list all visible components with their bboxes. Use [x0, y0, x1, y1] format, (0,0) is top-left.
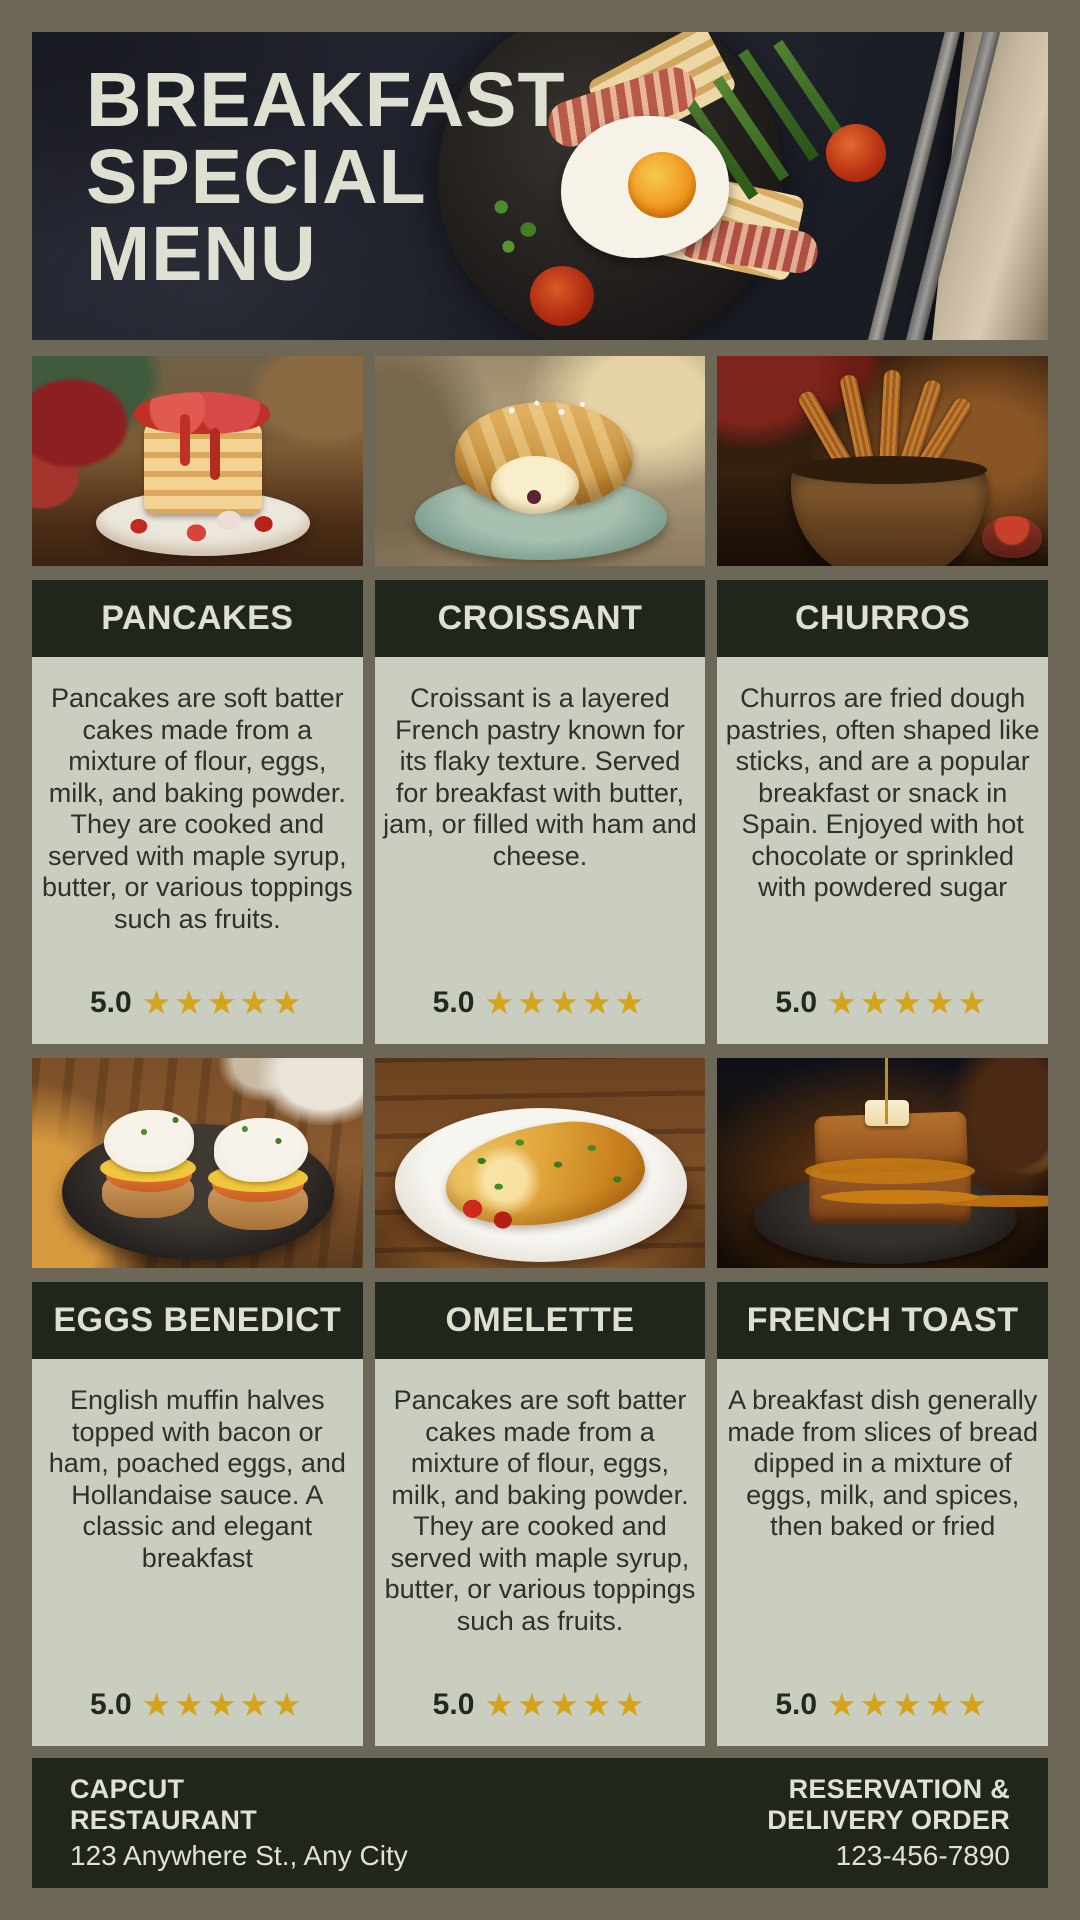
pancakes-description: Pancakes are soft batter cakes made from a mixture of flour, eggs, milk, and baking powder. They are cooked and served with maple syrup, butter, or various toppings such as fruits. [41, 683, 353, 935]
sugar-dust-shape [493, 394, 597, 424]
title-line-3: MENU [86, 211, 317, 297]
menu-card-croissant [375, 356, 706, 1044]
rating-value: 5.0 [775, 985, 818, 1019]
pancakes-photo [32, 356, 363, 566]
omelette-photo [375, 1058, 706, 1268]
berry-shape [527, 490, 541, 504]
eggs-benedict-photo [32, 1058, 363, 1268]
churros-title: CHURROS [717, 580, 1048, 657]
tomato-shape [826, 124, 886, 182]
tomato-shape [451, 1192, 523, 1232]
churros-card [717, 580, 1048, 1044]
syrup-drip-shape [180, 414, 190, 466]
croissant-photo [375, 356, 706, 566]
omelette-description: Pancakes are soft batter cakes made from a mixture of flour, eggs, milk, and baking powder. They are cooked and served with maple syrup, butter, or various toppings such as fruits. [384, 1385, 696, 1637]
rating-value: 5.0 [90, 1687, 132, 1721]
bowl-shape [791, 466, 987, 566]
star-rating: ★★★★★ [484, 983, 648, 1022]
star-rating: ★★★★★ [484, 1685, 648, 1724]
eggs-benedict-card [32, 1282, 363, 1746]
pancakes-card [32, 580, 363, 1044]
restaurant-name-line2: RESTAURANT [70, 1804, 257, 1835]
footer-bar [32, 1758, 1048, 1888]
cream-filling-shape [491, 456, 579, 514]
hero-banner [32, 32, 1048, 340]
menu-card-french-toast [717, 1058, 1048, 1746]
croissant-description: Croissant is a layered French pastry known for its flaky texture. Served for breakfast with butter, jam, or filled with ham and cheese. [383, 683, 697, 871]
menu-card-pancakes [32, 356, 363, 1044]
rating-value: 5.0 [775, 1687, 818, 1721]
french-toast-description: A breakfast dish generally made from slices of bread dipped in a mixture of eggs, milk, and spices, then baked or fried [727, 1385, 1038, 1542]
reservation-line2: DELIVERY ORDER [767, 1804, 1010, 1835]
omelette-rating [375, 1685, 706, 1746]
pancakes-rating [32, 983, 363, 1044]
pancakes-title: PANCAKES [32, 580, 363, 657]
egg-yolk-shape [628, 152, 696, 218]
french-toast-photo [717, 1058, 1048, 1268]
star-rating: ★★★★★ [141, 983, 305, 1022]
syrup-drizzle-shape [885, 1058, 888, 1124]
churros-description: Churros are fried dough pastries, often shaped like sticks, and are a popular breakfast or snack in Spain. Enjoyed with hot chocolate or sprinkled with powdered sugar [725, 683, 1040, 903]
star-rating: ★★★★★ [827, 1685, 990, 1724]
rating-value: 5.0 [432, 1687, 475, 1721]
rating-value: 5.0 [432, 985, 475, 1019]
eggs-benedict-description: English muffin halves topped with bacon or ham, poached eggs, and Hollandaise sauce. A classic and elegant breakfast [48, 1385, 346, 1573]
croissant-rating [375, 983, 706, 1044]
croissant-title: CROISSANT [375, 580, 706, 657]
syrup-shape [805, 1158, 975, 1184]
menu-card-eggs-benedict [32, 1058, 363, 1746]
french-toast-rating [717, 1685, 1048, 1746]
croissant-card [375, 580, 706, 1044]
pancake-stack-shape [144, 420, 262, 514]
omelette-card [375, 1282, 706, 1746]
phone-number: 123-456-7890 [835, 1840, 1010, 1871]
menu-card-churros [717, 356, 1048, 1044]
churros-rating [717, 983, 1048, 1044]
rating-value: 5.0 [90, 985, 132, 1019]
french-toast-card [717, 1282, 1048, 1746]
berries-shape [110, 502, 302, 546]
title-line-2: SPECIAL [86, 134, 427, 220]
dip-bowl-shape [982, 516, 1042, 558]
page-title [86, 57, 566, 297]
strawberry-topping-shape [134, 392, 270, 434]
restaurant-name-line1: CAPCUT [70, 1774, 185, 1804]
restaurant-info [70, 1774, 408, 1872]
reservation-line1: RESERVATION & [788, 1774, 1010, 1804]
title-line-1: BREAKFAST [86, 57, 566, 143]
star-rating: ★★★★★ [827, 983, 990, 1022]
eggs-benedict-title: EGGS BENEDICT [32, 1282, 363, 1359]
reservation-info [767, 1774, 1010, 1872]
menu-grid [32, 356, 1048, 1746]
star-rating: ★★★★★ [141, 1685, 305, 1724]
eggs-benedict-rating [32, 1685, 363, 1746]
omelette-title: OMELETTE [375, 1282, 706, 1359]
menu-card-omelette [375, 1058, 706, 1746]
chive-garnish-shape [102, 1108, 312, 1168]
french-toast-title: FRENCH TOAST [717, 1282, 1048, 1359]
restaurant-address: 123 Anywhere St., Any City [70, 1840, 408, 1871]
churros-photo [717, 356, 1048, 566]
